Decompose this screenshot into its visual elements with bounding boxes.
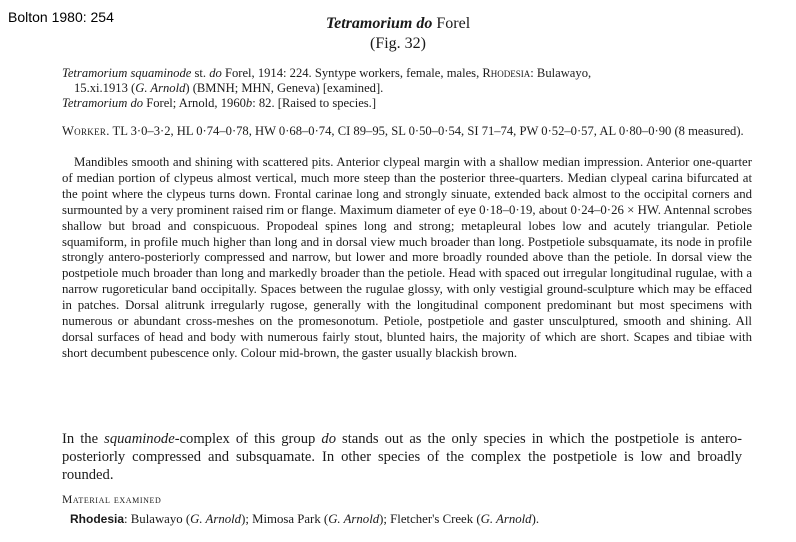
collector-name: G. Arnold: [190, 512, 242, 526]
synonymy-text: Forel; Arnold, 1960: [143, 96, 246, 110]
figure-reference: (Fig. 32): [370, 35, 426, 52]
synonymy-line-2: [74, 81, 796, 97]
citation-suffix: b: [245, 96, 253, 110]
species-heading: [0, 14, 796, 34]
material-text: ).: [531, 512, 540, 526]
collector-name: G. Arnold: [135, 81, 186, 95]
collector-name: G. Arnold: [328, 512, 380, 526]
synonymy-text: st.: [191, 66, 210, 80]
worker-label: Worker.: [62, 124, 110, 138]
synonymy-line-1: [62, 66, 792, 82]
synonym-subname: do: [209, 66, 222, 80]
material-text: : Bulawayo (: [124, 512, 191, 526]
species-ref: do: [321, 431, 336, 447]
synonymy-line-3: [62, 96, 792, 112]
synonymy-text: : Bulawayo,: [530, 66, 592, 80]
material-text: ); Mimosa Park (: [241, 512, 329, 526]
synonym-name: Tetramorium do: [62, 96, 144, 110]
synonymy-text: Forel, 1914: 224. Syntype workers, female, males,: [221, 66, 483, 80]
synonymy-country: Rhodesia: [482, 66, 531, 80]
source-tag: Bolton 1980: 254: [8, 9, 114, 25]
worker-measurements: [62, 124, 752, 140]
collector-name: G. Arnold: [480, 512, 532, 526]
synonymy-text: ) (BMNH; MHN, Geneva) [examined].: [185, 81, 384, 95]
material-list: [70, 511, 770, 527]
synonym-name: Tetramorium squaminode: [62, 66, 192, 80]
complex-name: squaminode: [104, 431, 175, 447]
synonymy-text: : 82. [Raised to species.]: [252, 96, 377, 110]
material-region: Rhodesia: [70, 512, 125, 526]
comparison-text: stands out as the only species in which the postpetiole is antero-posteriorly compressed and subsquamate. In other species of the complex the postpetiole is low and broadly rounded.: [62, 431, 742, 483]
species-name: Tetramorium do: [325, 15, 433, 32]
comparison-text: In the: [62, 431, 105, 447]
comparison-paragraph: [62, 430, 742, 484]
material-text: ); Fletcher's Creek (: [379, 512, 481, 526]
measurement-values: TL 3·0–3·2, HL 0·74–0·78, HW 0·68–0·74, CI 89–95, SL 0·50–0·54, SI 71–74, PW 0·52–0·57, AL 0·80–0·90 (8 measured).: [109, 124, 744, 138]
species-author: Forel: [432, 15, 471, 32]
comparison-text: -complex of this group: [174, 431, 322, 447]
material-heading: Material examined: [62, 493, 162, 506]
description-paragraph: Mandibles smooth and shining with scattered pits. Anterior clypeal margin with a shallow median impression. Anterior one-quarter of median portion of clypeus almost vertical, much more steep than the posterior three-quarters. Median clypeal carina bifurcated at the point where the clypeus turns down. Frontal carinae long and strongly sinuate, extended back almost to the occipital corners and surmounted by a very prominent raised rim or flange. Maximum diameter of eye 0·18–0·19, about 0·24–0·26 × HW. Antennal scrobes shallow but broad and conspicuous. Propodeal spines long and strong; metapleural lobes low and acutely triangular. Petiole squamiform, in profile much higher than long and in dorsal view much broader than long. Postpetiole subsquamate, its node in profile strongly antero-posteriorly compressed and narrow, but lower and more broadly rounded above than the petiole. In dorsal view the postpetiole much broader than long and markedly broader than the petiole. Head with spaced out irregular longitudinal rugulae, with a narrow rugoreticular band occipitally. Spaces between the rugulae glossy, with only vestigial ground-sculpture which may be effaced in patches. Dorsal alitrunk irregularly rugose, generally with the longitudinal component predominant but most specimens with numerous or abundant cross-meshes on the promesonotum. Petiole, postpetiole and gaster unsculptured, smooth and shining. All dorsal surfaces of head and body with numerous fairly stout, blunted hairs, the majority of which are short. Scapes and tibiae with short decumbent pubescence only. Colour mid-brown, the gaster usually blackish brown.: [62, 155, 752, 360]
synonymy-text: 15.xi.1913 (: [74, 81, 136, 95]
